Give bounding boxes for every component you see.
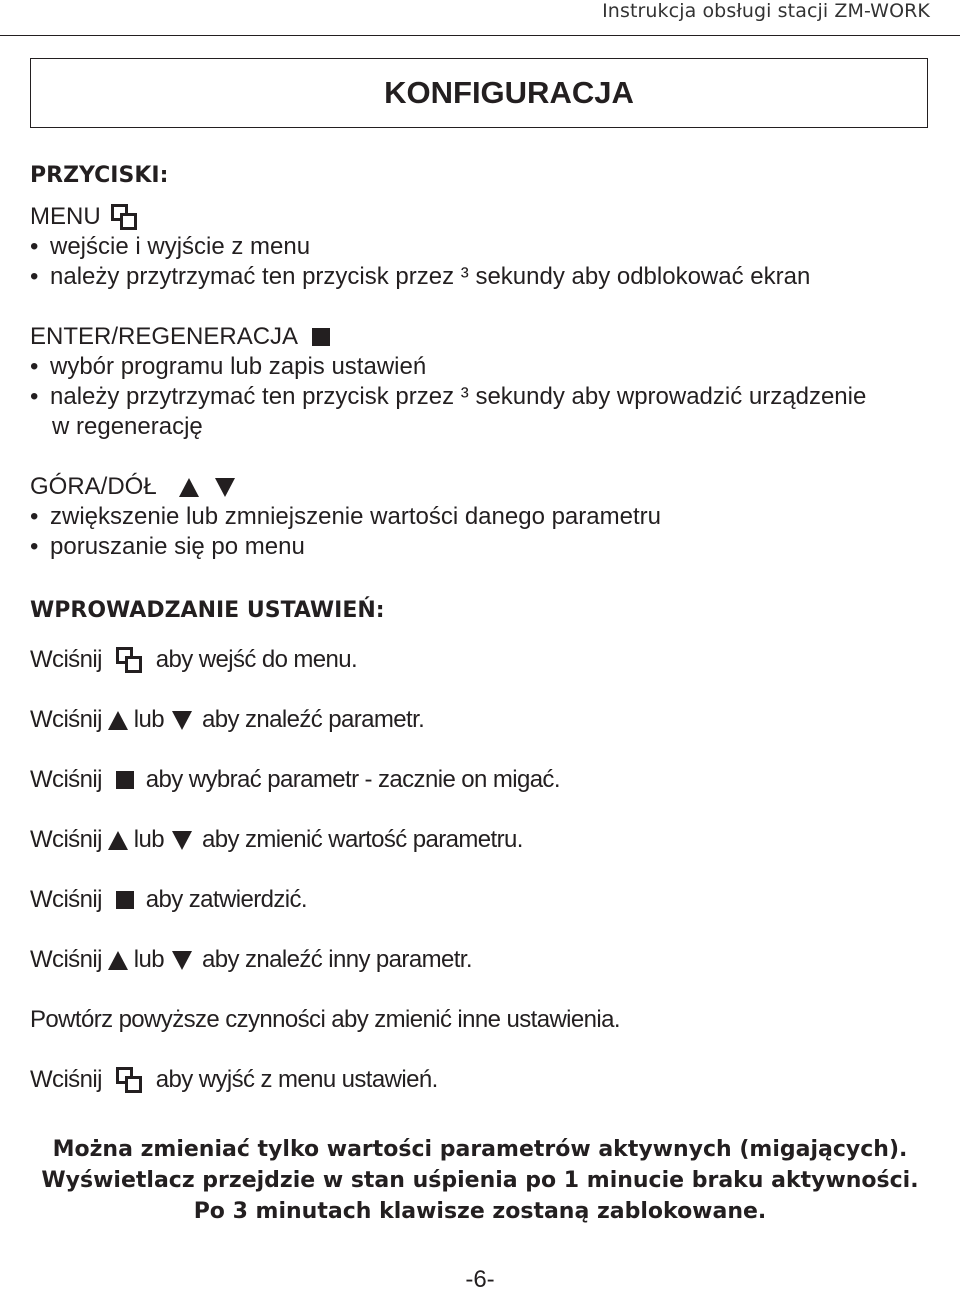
updown-button-label: GÓRA/DÓŁ bbox=[30, 473, 157, 500]
menu-bullet-1: • wejście i wyjście z menu bbox=[30, 233, 311, 260]
step-text: aby wyjść z menu ustawień. bbox=[155, 1066, 438, 1093]
page-number: -6- bbox=[465, 1266, 495, 1293]
step-text: aby wybrać parametr - zacznie on migać. bbox=[145, 766, 560, 793]
press-word: Wciśnij bbox=[30, 766, 102, 793]
title-box bbox=[30, 58, 928, 128]
up-arrow-icon bbox=[179, 478, 199, 497]
step-confirm bbox=[30, 886, 307, 914]
or-word: lub bbox=[133, 946, 165, 973]
step-text: aby wejść do menu. bbox=[155, 646, 358, 673]
step-exit-menu bbox=[30, 1066, 438, 1094]
menu-button-row bbox=[30, 203, 137, 231]
down-arrow-icon bbox=[172, 951, 192, 970]
down-arrow-icon bbox=[172, 831, 192, 850]
menu-icon bbox=[116, 1067, 142, 1093]
enter-bullet-1: • wybór programu lub zapis ustawień bbox=[30, 353, 427, 380]
press-word: Wciśnij bbox=[30, 646, 102, 673]
step-text: aby znaleźć parametr. bbox=[202, 706, 425, 733]
press-word: Wciśnij bbox=[30, 946, 102, 973]
up-arrow-icon bbox=[108, 711, 128, 730]
note-line: Można zmieniać tylko wartości parametrów aktywnych (migających). bbox=[52, 1137, 908, 1162]
enter-button-row bbox=[30, 323, 330, 351]
press-word: Wciśnij bbox=[30, 706, 102, 733]
page-title: KONFIGURACJA bbox=[384, 75, 634, 110]
step-find-other-parameter bbox=[30, 946, 472, 974]
step-enter-menu bbox=[30, 646, 357, 674]
updown-button-row bbox=[30, 473, 235, 501]
square-icon bbox=[116, 771, 134, 789]
updown-bullet-2: • poruszanie się po menu bbox=[30, 533, 305, 560]
note-line: Po 3 minutach klawisze zostaną zablokowane. bbox=[193, 1199, 767, 1224]
or-word: lub bbox=[133, 826, 165, 853]
step-text: aby zmienić wartość parametru. bbox=[202, 826, 523, 853]
step-change-value bbox=[30, 826, 523, 854]
step-repeat: Powtórz powyższe czynności aby zmienić inne ustawienia. bbox=[30, 1006, 620, 1033]
up-arrow-icon bbox=[108, 951, 128, 970]
square-icon bbox=[116, 891, 134, 909]
enter-bullet-2-continuation: w regenerację bbox=[52, 413, 203, 440]
step-text: aby zatwierdzić. bbox=[145, 886, 307, 913]
or-word: lub bbox=[133, 706, 165, 733]
document-header-title: Instrukcja obsługi stacji ZM-WORK bbox=[602, 0, 930, 22]
step-select-parameter bbox=[30, 766, 560, 794]
square-icon bbox=[312, 328, 330, 346]
enter-button-label: ENTER/REGENERACJA bbox=[30, 323, 299, 350]
up-arrow-icon bbox=[108, 831, 128, 850]
menu-icon bbox=[116, 647, 142, 673]
step-find-parameter bbox=[30, 706, 424, 734]
header-divider bbox=[0, 35, 960, 36]
settings-section-heading: WPROWADZANIE USTAWIEŃ: bbox=[30, 598, 385, 623]
menu-icon bbox=[111, 204, 137, 230]
enter-bullet-2: • należy przytrzymać ten przycisk przez ³ sekundy aby wprowadzić urządzenie bbox=[30, 383, 867, 410]
press-word: Wciśnij bbox=[30, 886, 102, 913]
down-arrow-icon bbox=[215, 478, 235, 497]
updown-bullet-1: • zwiększenie lub zmniejszenie wartości danego parametru bbox=[30, 503, 661, 530]
step-text: aby znaleźć inny parametr. bbox=[202, 946, 472, 973]
note-line: Wyświetlacz przejdzie w stan uśpienia po 1 minucie braku aktywności. bbox=[41, 1168, 919, 1193]
notes-block bbox=[0, 1134, 960, 1227]
menu-bullet-2: • należy przytrzymać ten przycisk przez ³ sekundy aby odblokować ekran bbox=[30, 263, 811, 290]
press-word: Wciśnij bbox=[30, 826, 102, 853]
down-arrow-icon bbox=[172, 711, 192, 730]
menu-button-label: MENU bbox=[30, 203, 101, 230]
press-word: Wciśnij bbox=[30, 1066, 102, 1093]
buttons-section-heading: PRZYCISKI: bbox=[30, 163, 169, 188]
